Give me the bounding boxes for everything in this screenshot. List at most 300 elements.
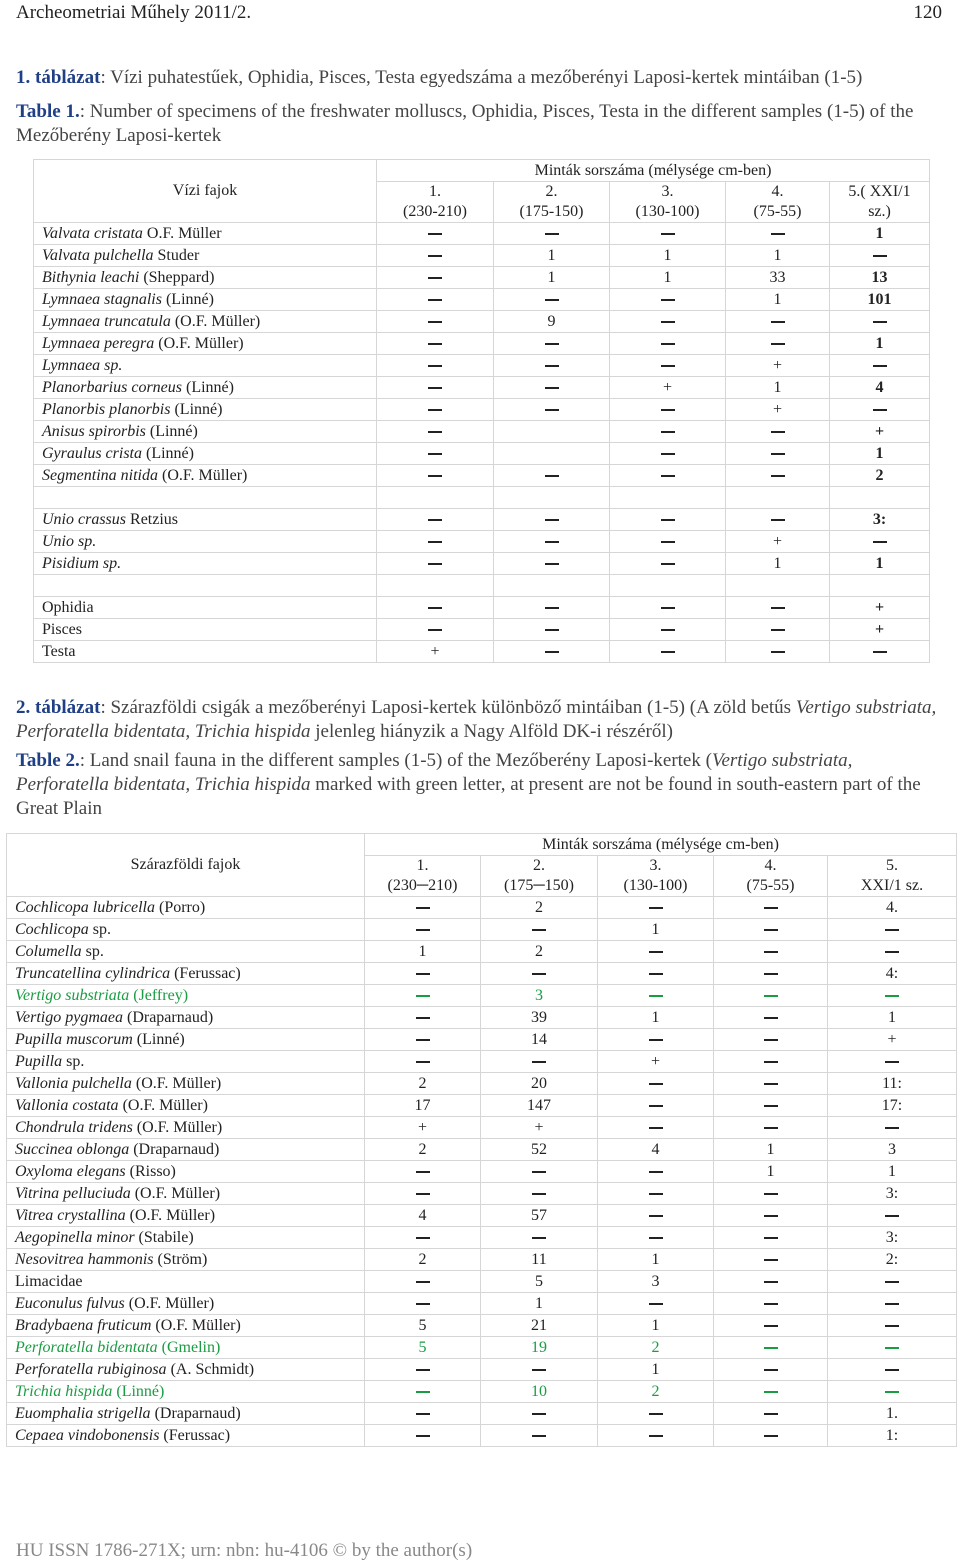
count-cell <box>494 553 610 575</box>
count-cell <box>610 267 726 289</box>
count-cell <box>726 531 830 553</box>
species-name <box>7 963 365 985</box>
empty-cell <box>610 487 726 509</box>
dash-mark <box>649 1413 663 1415</box>
dash-mark <box>885 1061 899 1063</box>
species-author: O.F. Müller <box>142 225 222 242</box>
table-row <box>7 1161 957 1183</box>
count-value: 1 <box>875 335 884 352</box>
count-cell <box>481 897 598 919</box>
species-name <box>7 1337 365 1359</box>
species-latin: Valvata pulchella <box>42 247 154 264</box>
species-name <box>7 1359 365 1381</box>
species-latin: Segmentina nitida <box>42 467 158 484</box>
count-cell <box>365 1139 481 1161</box>
count-cell <box>365 1051 481 1073</box>
dash-mark <box>428 431 442 433</box>
species-latin: Unio crassus <box>42 511 127 528</box>
count-cell <box>714 963 828 985</box>
count-cell <box>494 267 610 289</box>
species-latin: Perforatella rubiginosa <box>15 1361 167 1378</box>
table2-label-hu: 2. táblázat <box>16 697 101 718</box>
count-cell <box>830 289 930 311</box>
count-cell <box>598 1095 714 1117</box>
count-value: + <box>887 1031 897 1048</box>
count-cell <box>494 223 610 245</box>
dash-mark <box>532 1237 546 1239</box>
dash-mark <box>885 951 899 953</box>
dash-mark <box>532 1435 546 1437</box>
count-cell <box>481 1117 598 1139</box>
dash-mark <box>428 629 442 631</box>
dash-mark <box>885 1391 899 1393</box>
dash-mark <box>649 1193 663 1195</box>
dash-mark <box>428 519 442 521</box>
species-name <box>7 1183 365 1205</box>
species-latin: Unio sp. <box>42 533 97 550</box>
table-row <box>7 1139 957 1161</box>
count-cell <box>365 1117 481 1139</box>
species-latin: Pisidium sp. <box>42 555 122 572</box>
count-cell <box>481 941 598 963</box>
species-latin: Vitrea crystallina <box>15 1207 126 1224</box>
dash-mark <box>661 651 675 653</box>
species-name <box>34 333 377 355</box>
count-cell <box>830 267 930 289</box>
table-row <box>7 1337 957 1359</box>
table-row <box>34 289 930 311</box>
count-value: 3: <box>885 1185 899 1202</box>
count-cell <box>714 1381 828 1403</box>
count-cell <box>598 985 714 1007</box>
count-cell <box>714 1249 828 1271</box>
species-author: sp. <box>62 1053 85 1070</box>
count-cell <box>377 597 494 619</box>
count-value: 1 <box>651 1251 660 1268</box>
spacer-row <box>34 487 930 509</box>
count-cell <box>377 641 494 663</box>
count-value: 4: <box>885 965 899 982</box>
count-cell <box>365 1183 481 1205</box>
table2-caption-en <box>16 749 946 821</box>
table-row <box>7 1359 957 1381</box>
species-latin: Perforatella bidentata <box>15 1339 158 1356</box>
count-cell <box>726 465 830 487</box>
species-latin: Bradybaena fruticum <box>15 1317 152 1334</box>
count-cell <box>377 443 494 465</box>
count-cell <box>610 443 726 465</box>
dash-mark <box>661 299 675 301</box>
count-cell <box>714 1007 828 1029</box>
count-cell <box>365 1249 481 1271</box>
count-cell <box>610 553 726 575</box>
count-value: + <box>772 357 783 374</box>
table-row <box>34 597 930 619</box>
sample-column-header <box>481 856 598 897</box>
header-row <box>7 834 957 856</box>
count-cell <box>365 963 481 985</box>
dash-mark <box>764 907 778 909</box>
dash-mark <box>416 1303 430 1305</box>
count-value: 1 <box>547 269 556 286</box>
count-cell <box>494 355 610 377</box>
count-cell <box>598 1293 714 1315</box>
table1 <box>33 159 930 663</box>
count-cell <box>377 421 494 443</box>
dash-mark <box>532 1061 546 1063</box>
count-cell <box>828 1183 957 1205</box>
table2-label-en: Table 2. <box>16 750 80 771</box>
table2 <box>6 833 957 1447</box>
count-cell <box>830 399 930 421</box>
count-cell <box>481 1095 598 1117</box>
count-cell <box>610 355 726 377</box>
count-cell <box>714 1029 828 1051</box>
count-cell <box>714 1425 828 1447</box>
count-cell <box>726 333 830 355</box>
count-value: 4 <box>651 1141 660 1158</box>
sample-depth: (75-55) <box>746 877 795 894</box>
count-cell <box>494 311 610 333</box>
count-cell <box>494 531 610 553</box>
count-cell <box>610 465 726 487</box>
table2-caption-hu <box>16 696 946 744</box>
dash-mark <box>545 365 559 367</box>
dash-mark <box>771 343 785 345</box>
count-value: 1 <box>766 1141 775 1158</box>
species-author: sp. <box>81 943 104 960</box>
species-name <box>34 267 377 289</box>
count-cell <box>830 355 930 377</box>
species-name <box>34 355 377 377</box>
species-name <box>34 245 377 267</box>
table-row <box>34 399 930 421</box>
dash-mark <box>873 255 887 257</box>
sample-depth: (175-150) <box>519 203 584 220</box>
species-name <box>34 509 377 531</box>
count-cell <box>610 531 726 553</box>
count-cell <box>714 1359 828 1381</box>
dash-mark <box>649 1303 663 1305</box>
dash-mark <box>885 929 899 931</box>
sample-number: 2. <box>533 857 545 874</box>
species-author: (Linné) <box>112 1383 165 1400</box>
species-latin: Anisus spirorbis <box>42 423 146 440</box>
count-cell <box>610 509 726 531</box>
dash-mark <box>428 563 442 565</box>
count-value: 17: <box>881 1097 903 1114</box>
count-value: + <box>534 1119 544 1136</box>
count-cell <box>494 289 610 311</box>
species-name <box>7 1315 365 1337</box>
count-cell <box>714 1117 828 1139</box>
species-name <box>7 1095 365 1117</box>
species-author: (Linné) <box>145 423 198 440</box>
table-row <box>7 941 957 963</box>
count-cell <box>610 399 726 421</box>
dash-mark <box>416 1193 430 1195</box>
dash-mark <box>649 1171 663 1173</box>
count-cell <box>714 1337 828 1359</box>
dash-mark <box>416 1281 430 1283</box>
dash-mark <box>545 233 559 235</box>
species-latin: Nesovitrea hammonis <box>15 1251 154 1268</box>
count-cell <box>610 597 726 619</box>
count-cell <box>598 1051 714 1073</box>
count-cell <box>494 333 610 355</box>
count-value: 147 <box>527 1097 551 1114</box>
species-latin: Planorbarius corneus <box>42 379 182 396</box>
count-cell <box>365 1271 481 1293</box>
dash-mark <box>764 973 778 975</box>
dash-mark <box>873 409 887 411</box>
dash-mark <box>771 629 785 631</box>
count-value: 1 <box>651 921 660 938</box>
count-value: 3: <box>885 1229 899 1246</box>
table-row <box>34 619 930 641</box>
species-name <box>34 553 377 575</box>
count-cell <box>830 421 930 443</box>
count-cell <box>828 1293 957 1315</box>
count-cell <box>365 1095 481 1117</box>
species-name <box>7 1073 365 1095</box>
count-cell <box>726 377 830 399</box>
table-row <box>34 377 930 399</box>
table1-label-hu: 1. táblázat <box>16 67 101 88</box>
table-row <box>7 919 957 941</box>
count-cell <box>828 1227 957 1249</box>
table-row <box>7 1205 957 1227</box>
dash-mark <box>416 1171 430 1173</box>
count-cell <box>598 1403 714 1425</box>
table-row <box>7 1227 957 1249</box>
dash-mark <box>649 907 663 909</box>
table1-caption-hu-text: : Vízi puhatestűek, Ophidia, Pisces, Testa egyedszáma a mezőberényi Laposi-kertek mintáiban (1-5) <box>100 67 863 88</box>
count-cell <box>365 1205 481 1227</box>
sample-column-header <box>828 856 957 897</box>
species-latin: Aegopinella minor <box>15 1229 135 1246</box>
count-cell <box>365 985 481 1007</box>
species-name <box>34 443 377 465</box>
dash-mark <box>649 951 663 953</box>
dash-mark <box>428 277 442 279</box>
dash-mark <box>873 651 887 653</box>
count-cell <box>481 1293 598 1315</box>
count-cell <box>726 553 830 575</box>
dash-mark <box>885 995 899 997</box>
count-value: 1: <box>885 1427 899 1444</box>
species-name <box>7 941 365 963</box>
dash-mark <box>416 929 430 931</box>
species-name <box>7 1381 365 1403</box>
dash-mark <box>661 409 675 411</box>
species-name <box>34 377 377 399</box>
count-value: 4 <box>875 379 884 396</box>
table-row <box>34 311 930 333</box>
dash-mark <box>545 541 559 543</box>
dash-mark <box>771 233 785 235</box>
count-value: 2 <box>535 899 543 916</box>
count-cell <box>365 1337 481 1359</box>
count-cell <box>365 1403 481 1425</box>
page-number: 120 <box>913 2 942 23</box>
species-latin: Lymnaea truncatula <box>42 313 171 330</box>
species-latin: Vertigo pygmaea <box>15 1009 123 1026</box>
dash-mark <box>661 519 675 521</box>
table-row <box>7 1293 957 1315</box>
count-cell <box>365 1227 481 1249</box>
count-cell <box>481 1205 598 1227</box>
count-cell <box>726 421 830 443</box>
table-row <box>7 1315 957 1337</box>
species-latin: Oxyloma elegans <box>15 1163 126 1180</box>
count-cell <box>726 443 830 465</box>
sample-number: 4. <box>764 857 777 874</box>
count-value: 1 <box>651 1361 660 1378</box>
dash-mark <box>545 387 559 389</box>
species-name <box>7 985 365 1007</box>
count-cell <box>598 919 714 941</box>
sample-number: 3. <box>661 183 674 200</box>
count-value: 33 <box>769 269 786 286</box>
species-latin: Valvata cristata <box>42 225 143 242</box>
count-cell <box>610 245 726 267</box>
count-cell <box>714 897 828 919</box>
count-cell <box>494 597 610 619</box>
count-cell <box>830 443 930 465</box>
count-value: + <box>662 379 673 396</box>
species-author: Studer <box>153 247 200 264</box>
count-cell <box>494 509 610 531</box>
table-row <box>34 333 930 355</box>
count-cell <box>494 443 610 465</box>
dash-mark <box>661 541 675 543</box>
species-author: (Stabile) <box>134 1229 194 1246</box>
count-cell <box>598 1425 714 1447</box>
table-row <box>7 1073 957 1095</box>
count-cell <box>377 377 494 399</box>
species-latin: Euomphalia strigella <box>15 1405 151 1422</box>
empty-cell <box>494 487 610 509</box>
count-value: 1 <box>773 291 782 308</box>
table-row <box>7 1403 957 1425</box>
species-author: Ophidia <box>42 599 94 616</box>
sample-depth: (175─150) <box>504 877 574 894</box>
count-cell <box>598 1139 714 1161</box>
dash-mark <box>428 255 442 257</box>
count-value: 3 <box>651 1273 660 1290</box>
dash-mark <box>771 475 785 477</box>
count-value: 19 <box>531 1339 547 1356</box>
count-value: 11: <box>882 1075 902 1092</box>
count-cell <box>494 377 610 399</box>
species-latin: Succinea oblonga <box>15 1141 130 1158</box>
dash-mark <box>416 1413 430 1415</box>
species-author: (Draparnaud) <box>129 1141 220 1158</box>
species-author: (O.F. Müller) <box>125 1207 216 1224</box>
species-latin: Bithynia leachi <box>42 269 140 286</box>
dash-mark <box>764 1325 778 1327</box>
dash-mark <box>873 365 887 367</box>
count-value: + <box>874 599 885 616</box>
count-cell <box>828 1161 957 1183</box>
count-value: 21 <box>531 1317 547 1334</box>
table-row <box>34 223 930 245</box>
count-cell <box>598 963 714 985</box>
count-cell <box>714 985 828 1007</box>
species-latin: Lymnaea stagnalis <box>42 291 162 308</box>
count-cell <box>377 333 494 355</box>
species-latin: Cochlicopa lubricella <box>15 899 155 916</box>
count-cell <box>365 1359 481 1381</box>
species-name <box>7 1425 365 1447</box>
table1-caption-hu <box>16 66 946 90</box>
species-author: (O.F. Müller) <box>132 1119 223 1136</box>
count-cell <box>726 399 830 421</box>
count-cell <box>610 223 726 245</box>
count-cell <box>481 1359 598 1381</box>
header-row <box>34 160 930 182</box>
empty-cell <box>830 575 930 597</box>
count-value: 1 <box>875 445 884 462</box>
count-cell <box>598 1381 714 1403</box>
table2-caption-hu-species: Vertigo substriata, Perforatella bidentata, Trichia hispida <box>16 697 937 742</box>
table-row <box>7 963 957 985</box>
dash-mark <box>545 299 559 301</box>
dash-mark <box>428 453 442 455</box>
dash-mark <box>771 651 785 653</box>
sample-column-header <box>377 182 494 223</box>
dash-mark <box>545 651 559 653</box>
species-author: sp. <box>88 921 111 938</box>
species-latin: Cepaea vindobonensis <box>15 1427 160 1444</box>
count-cell <box>726 597 830 619</box>
dash-mark <box>532 929 546 931</box>
sample-column-header <box>830 182 930 223</box>
dash-mark <box>649 995 663 997</box>
dash-mark <box>661 343 675 345</box>
species-latin: Cochlicopa <box>15 921 89 938</box>
table-row <box>34 465 930 487</box>
species-name <box>7 1249 365 1271</box>
dash-mark <box>873 321 887 323</box>
count-value: 57 <box>531 1207 547 1224</box>
dash-mark <box>764 1303 778 1305</box>
count-cell <box>481 1315 598 1337</box>
count-cell <box>481 1403 598 1425</box>
count-cell <box>598 1205 714 1227</box>
dash-mark <box>545 475 559 477</box>
count-cell <box>494 421 610 443</box>
species-author: (Sheppard) <box>139 269 215 286</box>
dash-mark <box>661 431 675 433</box>
table-row <box>7 985 957 1007</box>
count-cell <box>830 333 930 355</box>
count-value: 39 <box>531 1009 547 1026</box>
species-name <box>34 597 377 619</box>
dash-mark <box>885 1281 899 1283</box>
table2-caption-en-pre: : Land snail fauna in the different samples (1-5) of the Mezőberény Laposi-kertek ( <box>79 750 712 771</box>
count-value: 3: <box>872 511 887 528</box>
empty-cell <box>830 487 930 509</box>
dash-mark <box>771 519 785 521</box>
dash-mark <box>416 1391 430 1393</box>
species-author: (Risso) <box>125 1163 176 1180</box>
species-name <box>34 465 377 487</box>
count-cell <box>828 1029 957 1051</box>
dash-mark <box>545 409 559 411</box>
dash-mark <box>764 1435 778 1437</box>
